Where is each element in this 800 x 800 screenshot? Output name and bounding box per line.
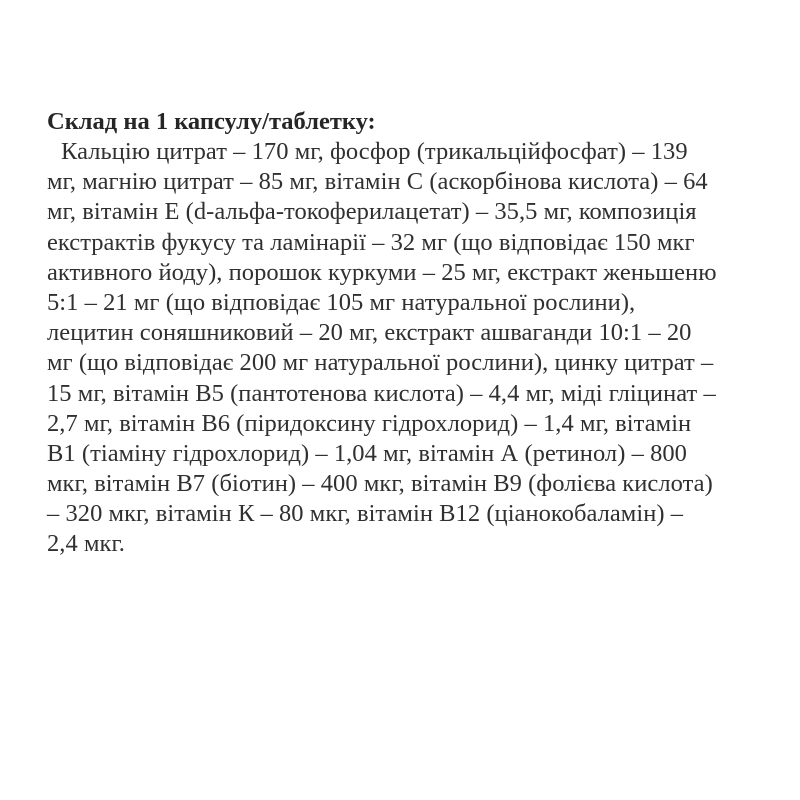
composition-line: 5:1 – 21 мг (що відповідає 105 мг натуральної рослини), [47, 288, 636, 316]
composition-line: 15 мг, вітамін В5 (пантотенова кислота) – 4,4 мг, міді гліцинат – [47, 379, 716, 407]
composition-line: мг, вітамін Е (d-альфа-токоферилацетат) – 35,5 мг, композиція [47, 198, 697, 226]
composition-line: Кальцію цитрат – 170 мг, фосфор (трикальційфосфат) – 139 [61, 138, 688, 165]
composition-line: мг (що відповідає 200 мг натуральної рослини), цинку цитрат – [47, 349, 714, 377]
composition-line: мкг, вітамін В7 (біотин) – 400 мкг, вітамін В9 (фолієва кислота) [47, 470, 713, 498]
composition-line: 2,4 мкг. [47, 530, 125, 558]
composition-line: В1 (тіаміну гідрохлорид) – 1,04 мг, вітамін А (ретинол) – 800 [47, 439, 687, 467]
composition-line: екстрактів фукусу та ламінарії – 32 мг (що відповідає 150 мкг [47, 228, 695, 256]
composition-line: – 320 мкг, вітамін К – 80 мкг, вітамін В12 (ціанокобаламін) – [47, 500, 684, 528]
composition-line: лецитин соняшниковий – 20 мг, екстракт ашваганди 10:1 – 20 [47, 319, 692, 347]
composition-title: Склад на 1 капсулу/таблетку: [47, 108, 376, 135]
composition-line: активного йоду), порошок куркуми – 25 мг, екстракт женьшеню [47, 258, 717, 286]
composition-document [47, 107, 797, 560]
composition-line: 2,7 мг, вітамін В6 (піридоксину гідрохлорид) – 1,4 мг, вітамін [47, 409, 692, 437]
composition-line: мг, магнію цитрат – 85 мг, вітамін С (аскорбінова кислота) – 64 [47, 168, 708, 196]
